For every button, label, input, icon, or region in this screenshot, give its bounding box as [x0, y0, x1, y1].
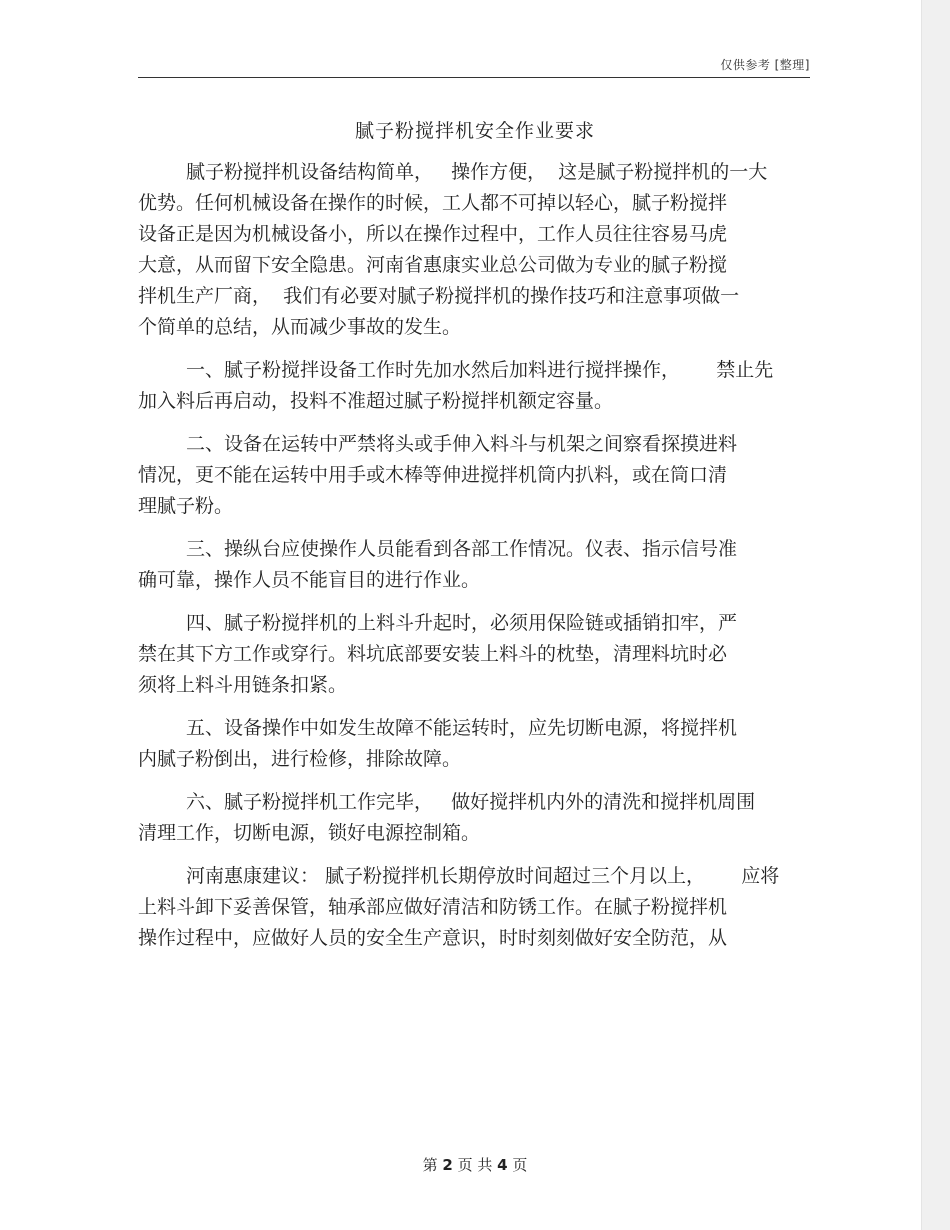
text-line: 腻子粉搅拌机设备结构简单， 操作方便， 这是腻子粉搅拌机的一大 [186, 161, 768, 183]
text-line: 拌机生产厂商， 我们有必要对腻子粉搅拌机的操作技巧和注意事项做一 [138, 285, 740, 307]
text-line: 内腻子粉倒出，进行检修，排除故障。 [138, 748, 462, 770]
text-line: 一、腻子粉搅拌设备工作时先加水然后加料进行搅拌操作， 禁止先 [186, 359, 774, 381]
text-line: 二、设备在运转中严禁将头或手伸入料斗与机架之间察看探摸进料 [186, 433, 738, 455]
paragraph [138, 861, 818, 954]
text-line: 清理工作，切断电源，锁好电源控制箱。 [138, 822, 481, 844]
text-line: 上料斗卸下妥善保管，轴承部应做好清洁和防锈工作。在腻子粉搅拌机 [138, 896, 728, 918]
document-title: 腻子粉搅拌机安全作业要求 [354, 120, 595, 142]
current-page-number: 2 [442, 1156, 453, 1174]
footer-suffix: 页 [512, 1156, 528, 1174]
text-line: 个简单的总结，从而减少事故的发生。 [138, 316, 462, 338]
paragraph [138, 429, 818, 522]
text-line: 优势。任何机械设备在操作的时候，工人都不可掉以轻心，腻子粉搅拌 [138, 192, 728, 214]
text-line: 加入料后再启动，投料不准超过腻子粉搅拌机额定容量。 [138, 390, 614, 412]
text-line: 操作过程中，应做好人员的安全生产意识，时时刻刻做好安全防范，从 [138, 927, 728, 949]
text-line: 须将上料斗用链条扣紧。 [138, 674, 348, 696]
text-line: 禁在其下方工作或穿行。料坑底部要安装上料斗的枕垫，清理料坑时必 [138, 643, 728, 665]
text-line: 情况，更不能在运转中用手或木棒等伸进搅拌机筒内扒料，或在筒口清 [138, 464, 728, 486]
text-line: 六、腻子粉搅拌机工作完毕， 做好搅拌机内外的清洗和搅拌机周围 [186, 791, 756, 813]
footer-middle: 页 共 [457, 1156, 493, 1174]
page-edge-shadow [921, 0, 950, 1230]
paragraph [138, 534, 818, 596]
paragraph [138, 608, 818, 701]
document-body [138, 157, 818, 954]
footer-prefix: 第 [422, 1156, 438, 1174]
paragraph [138, 157, 818, 343]
paragraph [138, 355, 818, 417]
paragraph [138, 713, 818, 775]
header-divider [138, 77, 810, 78]
paragraph [138, 787, 818, 849]
text-line: 大意，从而留下安全隐患。河南省惠康实业总公司做为专业的腻子粉搅 [138, 254, 728, 276]
text-line: 五、设备操作中如发生故障不能运转时，应先切断电源，将搅拌机 [186, 717, 738, 739]
text-line: 确可靠，操作人员不能盲目的进行作业。 [138, 569, 481, 591]
page-number-footer [0, 1154, 950, 1175]
text-line: 河南惠康建议： 腻子粉搅拌机长期停放时间超过三个月以上， 应将 [186, 865, 780, 887]
text-line: 四、腻子粉搅拌机的上料斗升起时，必须用保险链或插销扣牢，严 [186, 612, 738, 634]
text-line: 三、操纵台应使操作人员能看到各部工作情况。仪表、指示信号准 [186, 538, 738, 560]
text-line: 理腻子粉。 [138, 495, 234, 517]
header-note: 仅供参考 [整理] [720, 58, 810, 72]
text-line: 设备正是因为机械设备小，所以在操作过程中，工作人员往往容易马虎 [138, 223, 728, 245]
total-page-number: 4 [497, 1156, 508, 1174]
